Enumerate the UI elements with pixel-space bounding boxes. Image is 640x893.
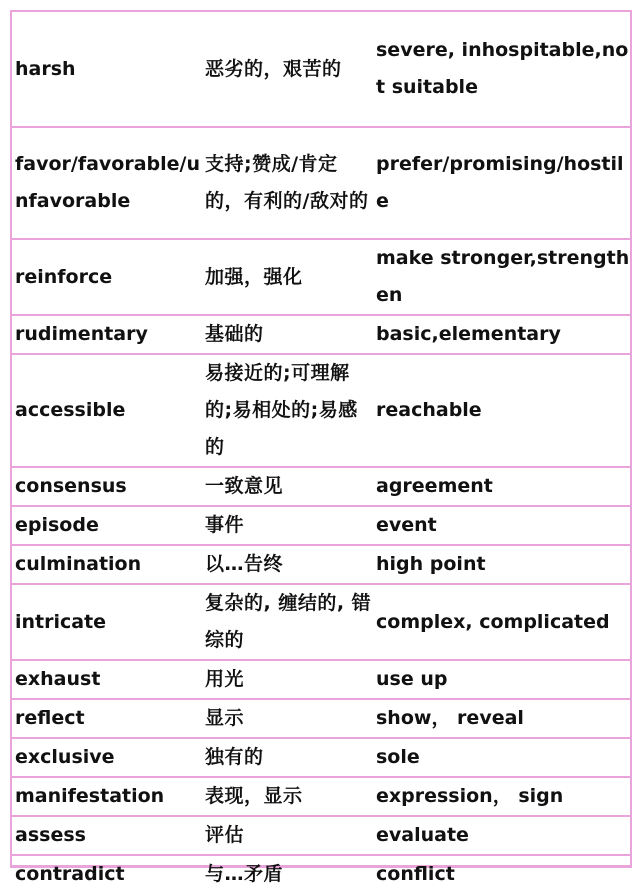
chinese-meaning-cell: 易接近的;可理解的;易相处的;易感的 xyxy=(202,354,373,467)
table-row xyxy=(12,545,630,584)
vocabulary-table xyxy=(12,12,630,893)
table-row xyxy=(12,239,630,315)
synonym-cell: event xyxy=(373,506,630,545)
chinese-meaning-cell: 用光 xyxy=(202,660,373,699)
synonym-cell: complex, complicated xyxy=(373,584,630,660)
table-row xyxy=(12,660,630,699)
synonym-cell: severe, inhospitable,not suitable xyxy=(373,12,630,127)
word-cell: intricate xyxy=(12,584,202,660)
table-row xyxy=(12,699,630,738)
synonym-cell: conflict xyxy=(376,863,455,885)
synonym-cell: expression， sign xyxy=(373,777,630,816)
word-cell: exhaust xyxy=(12,660,202,699)
table-row xyxy=(12,354,630,467)
chinese-meaning-cell: 显示 xyxy=(202,699,373,738)
synonym-cell: make stronger,strengthen xyxy=(373,239,630,315)
word-cell: episode xyxy=(12,506,202,545)
word-cell: exclusive xyxy=(12,738,202,777)
synonym-cell: sole xyxy=(373,738,630,777)
table-row xyxy=(12,855,630,893)
chinese-meaning-cell: 一致意见 xyxy=(202,467,373,506)
synonym-cell: evaluate xyxy=(373,816,630,855)
chinese-meaning-cell: 支持;赞成/肯定的，有利的/敌对的 xyxy=(202,127,373,239)
synonym-cell: basic,elementary xyxy=(373,315,630,354)
word-cell: manifestation xyxy=(12,777,202,816)
table-row xyxy=(12,584,630,660)
table-row xyxy=(12,506,630,545)
chinese-meaning-cell: 基础的 xyxy=(202,315,373,354)
table-row xyxy=(12,738,630,777)
table-row xyxy=(12,777,630,816)
chinese-meaning-cell: 独有的 xyxy=(202,738,373,777)
word-cell: culmination xyxy=(12,545,202,584)
chinese-meaning-cell: 以…告终 xyxy=(202,545,373,584)
chinese-meaning-cell: 表现，显示 xyxy=(202,777,373,816)
chinese-meaning-cell: 评估 xyxy=(202,816,373,855)
word-cell: reinforce xyxy=(12,239,202,315)
word-cell: reflect xyxy=(12,699,202,738)
word-cell: consensus xyxy=(12,467,202,506)
synonym-cell: show， reveal xyxy=(373,699,630,738)
word-cell: accessible xyxy=(12,354,202,467)
table-row xyxy=(12,12,630,127)
chinese-meaning-cell: 复杂的, 缠结的, 错综的 xyxy=(202,584,373,660)
table-row xyxy=(12,467,630,506)
synonym-cell: high point xyxy=(373,545,630,584)
chinese-meaning-cell: 与…矛盾 xyxy=(205,863,284,885)
chinese-meaning-cell: 加强，强化 xyxy=(202,239,373,315)
synonym-cell: agreement xyxy=(373,467,630,506)
table-row xyxy=(12,127,630,239)
word-cell: rudimentary xyxy=(12,315,202,354)
chinese-meaning-cell: 事件 xyxy=(202,506,373,545)
word-cell: harsh xyxy=(12,12,202,127)
synonym-cell: reachable xyxy=(373,354,630,467)
synonym-cell: prefer/promising/hostile xyxy=(373,127,630,239)
table-row xyxy=(12,816,630,855)
synonym-cell: use up xyxy=(373,660,630,699)
word-cell: favor/favorable/unfavorable xyxy=(12,127,202,239)
chinese-meaning-cell: 恶劣的，艰苦的 xyxy=(202,12,373,127)
vocabulary-sheet xyxy=(10,10,632,885)
word-cell: assess xyxy=(12,816,202,855)
word-cell: contradict xyxy=(15,863,125,885)
table-row xyxy=(12,315,630,354)
